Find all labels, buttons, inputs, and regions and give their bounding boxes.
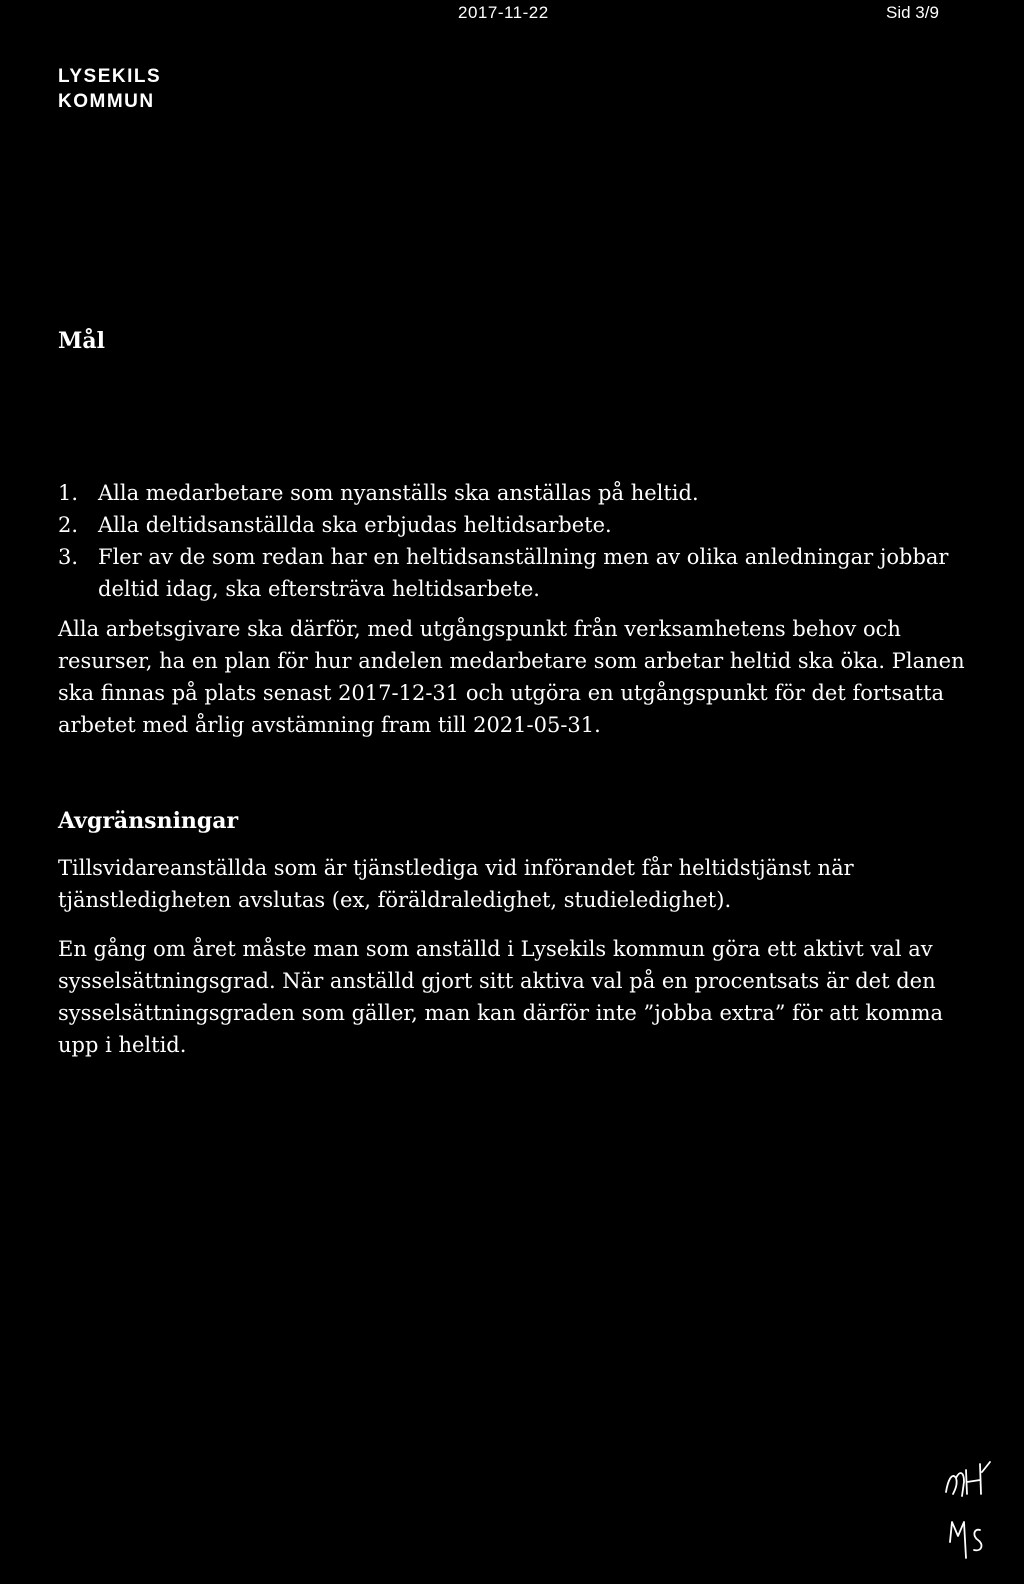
goal-text: Fler av de som redan har en heltidsanställning men av olika anledningar jobbar deltid idag, ska eftersträva heltidsarbete. [98, 545, 949, 601]
goal-number: 2. [58, 513, 79, 537]
goals-heading: Mål [58, 328, 105, 354]
goal-item-1 [58, 477, 978, 509]
goal-number: 1. [58, 481, 79, 505]
document-date: 2017-11-22 [458, 3, 549, 22]
limits-paragraph-1: Tillsvidareanställda som är tjänstlediga vid införandet får heltidstjänst när tjänstledigheten avslutas (ex, föräldraledighet, studieledighet). [58, 856, 854, 912]
logo-line-2: KOMMUN [58, 91, 155, 112]
goal-item-2 [58, 509, 978, 541]
goals-list [58, 477, 978, 605]
goal-text: Alla medarbetare som nyanställs ska anställas på heltid. [98, 481, 699, 505]
goal-item-3 [58, 541, 978, 605]
logo-line-1: LYSEKILS [58, 66, 162, 87]
goal-text: Alla deltidsanställda ska erbjudas heltidsarbete. [98, 513, 612, 537]
municipality-logo [58, 64, 161, 114]
goals-paragraph: Alla arbetsgivare ska därför, med utgångspunkt från verksamhetens behov och resurser, ha en plan för hur andelen medarbetare som arbetar heltid ska öka. Planen ska finnas på plats senast 2017-12-31 och utgöra en utgångspunkt för det fortsatta arbetet med årlig avstämning fram till 2021-05-31. [58, 617, 965, 737]
handwritten-initials-signature [940, 1450, 1010, 1570]
goal-number: 3. [58, 545, 79, 569]
limits-heading: Avgränsningar [58, 808, 239, 834]
limits-paragraph-2: En gång om året måste man som anställd i Lysekils kommun göra ett aktivt val av sysselsättningsgrad. När anställd gjort sitt aktiva val på en procentsats är det den sysselsättningsgraden som gäller, man kan därför inte ”jobba extra” för att komma upp i heltid. [58, 937, 944, 1057]
page-number: Sid 3/9 [886, 3, 939, 22]
